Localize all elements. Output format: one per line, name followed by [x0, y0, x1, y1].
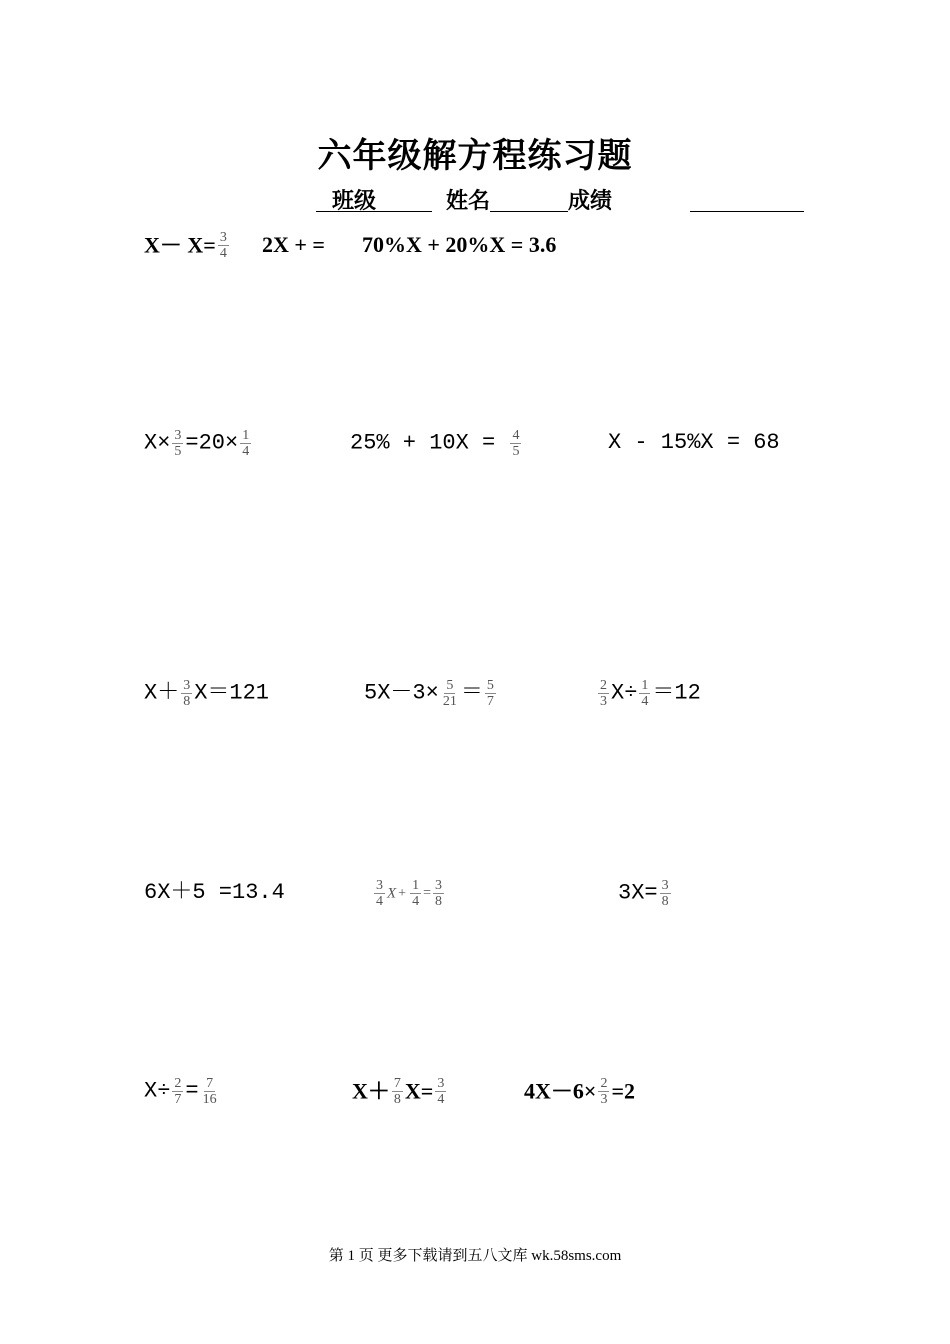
denominator: 3: [600, 1092, 608, 1107]
eq-text: X＋: [144, 680, 180, 706]
numerator: 3: [437, 1076, 445, 1091]
fraction: [433, 878, 444, 909]
equation-4-1: 6X＋5 =13.4: [144, 880, 285, 905]
fraction: [374, 878, 385, 909]
numerator: 1: [641, 678, 649, 693]
denominator: 8: [183, 694, 191, 709]
equation-2-2: [350, 428, 523, 459]
equation-5-3: [524, 1076, 635, 1107]
denominator: 4: [242, 444, 250, 459]
variable-x: X: [387, 885, 397, 902]
fraction: [639, 678, 650, 709]
numerator: 2: [600, 1076, 608, 1091]
equation-3-2: [364, 678, 498, 709]
denominator: 7: [486, 694, 494, 709]
numerator: 1: [412, 878, 420, 893]
fraction: [510, 428, 521, 459]
eq-text: 3X=: [618, 880, 658, 906]
page-title: 六年级解方程练习题: [317, 136, 633, 176]
denominator: 21: [442, 694, 457, 709]
equation-1-1: [144, 230, 231, 261]
numerator: 7: [393, 1076, 401, 1091]
eq-text: X－ X=: [144, 232, 216, 258]
denominator: 8: [393, 1092, 401, 1107]
eq-text: X÷: [144, 1078, 171, 1104]
fraction: [598, 678, 609, 709]
name-blank[interactable]: [490, 211, 568, 212]
numerator: 1: [242, 428, 250, 443]
eq-text: =20×: [185, 430, 239, 456]
equation-4-2: [372, 878, 446, 909]
fraction: [172, 428, 183, 459]
numerator: 7: [206, 1076, 214, 1091]
equation-1-3: 70%X + 20%X = 3.6: [362, 232, 557, 257]
numerator: 3: [174, 428, 182, 443]
score-blank[interactable]: [690, 211, 804, 212]
class-label: 班级: [332, 188, 377, 214]
eq-text: X＋: [352, 1078, 390, 1104]
equals-sign: =: [423, 885, 431, 901]
equation-5-1: [144, 1076, 221, 1107]
fraction: [240, 428, 251, 459]
fraction: [485, 678, 496, 709]
eq-text: X×: [144, 430, 171, 456]
numerator: 3: [434, 878, 442, 893]
eq-text: 5X－3×: [364, 680, 439, 706]
fraction: [392, 1076, 403, 1107]
plus-sign: +: [398, 885, 407, 901]
fraction: [172, 1076, 183, 1107]
numerator: 5: [446, 678, 454, 693]
score-label: 成绩: [568, 188, 613, 214]
numerator: 2: [600, 678, 607, 693]
fraction: [435, 1076, 446, 1107]
eq-text: 25% + 10X =: [350, 430, 509, 456]
eq-text: X＝121: [194, 680, 270, 706]
numerator: 5: [486, 678, 494, 693]
equation-1-2: 2X + =: [262, 232, 325, 257]
fraction: [441, 678, 459, 709]
name-label: 姓名: [446, 188, 491, 214]
eq-text: =2: [611, 1078, 635, 1104]
equation-2-1: [144, 428, 253, 459]
numerator: 3: [183, 678, 191, 693]
equation-3-3: [596, 678, 701, 709]
eq-text: ＝12: [652, 680, 701, 706]
class-blank[interactable]: [316, 211, 432, 212]
denominator: 5: [174, 444, 182, 459]
fraction: [218, 230, 229, 261]
equation-2-3: X - 15%X = 68: [608, 430, 780, 455]
denominator: 4: [641, 694, 649, 709]
eq-text: 4X－6×: [524, 1078, 597, 1104]
denominator: 16: [202, 1092, 217, 1107]
eq-text: X=: [404, 1078, 434, 1104]
numerator: 4: [512, 428, 520, 443]
numerator: 3: [661, 878, 669, 893]
denominator: 4: [376, 894, 383, 909]
equation-4-3: [618, 878, 673, 909]
fraction: [201, 1076, 219, 1107]
denominator: 8: [661, 894, 669, 909]
numerator: 3: [376, 878, 383, 893]
eq-text: ＝: [460, 680, 483, 706]
eq-text: =: [185, 1078, 199, 1104]
fraction: [660, 878, 671, 909]
numerator: 2: [174, 1076, 182, 1091]
denominator: 3: [600, 694, 607, 709]
equation-3-1: [144, 678, 269, 709]
denominator: 4: [437, 1092, 445, 1107]
denominator: 5: [512, 444, 520, 459]
numerator: 3: [219, 230, 227, 245]
denominator: 7: [174, 1092, 182, 1107]
page-footer: 第 1 页 更多下载请到五八文库 wk.58sms.com: [328, 1248, 622, 1264]
fraction: [410, 878, 421, 909]
denominator: 8: [434, 894, 442, 909]
denominator: 4: [412, 894, 420, 909]
eq-text: X÷: [611, 680, 638, 706]
denominator: 4: [219, 246, 227, 261]
fraction: [181, 678, 192, 709]
fraction: [598, 1076, 609, 1107]
equation-5-2: [352, 1076, 448, 1107]
